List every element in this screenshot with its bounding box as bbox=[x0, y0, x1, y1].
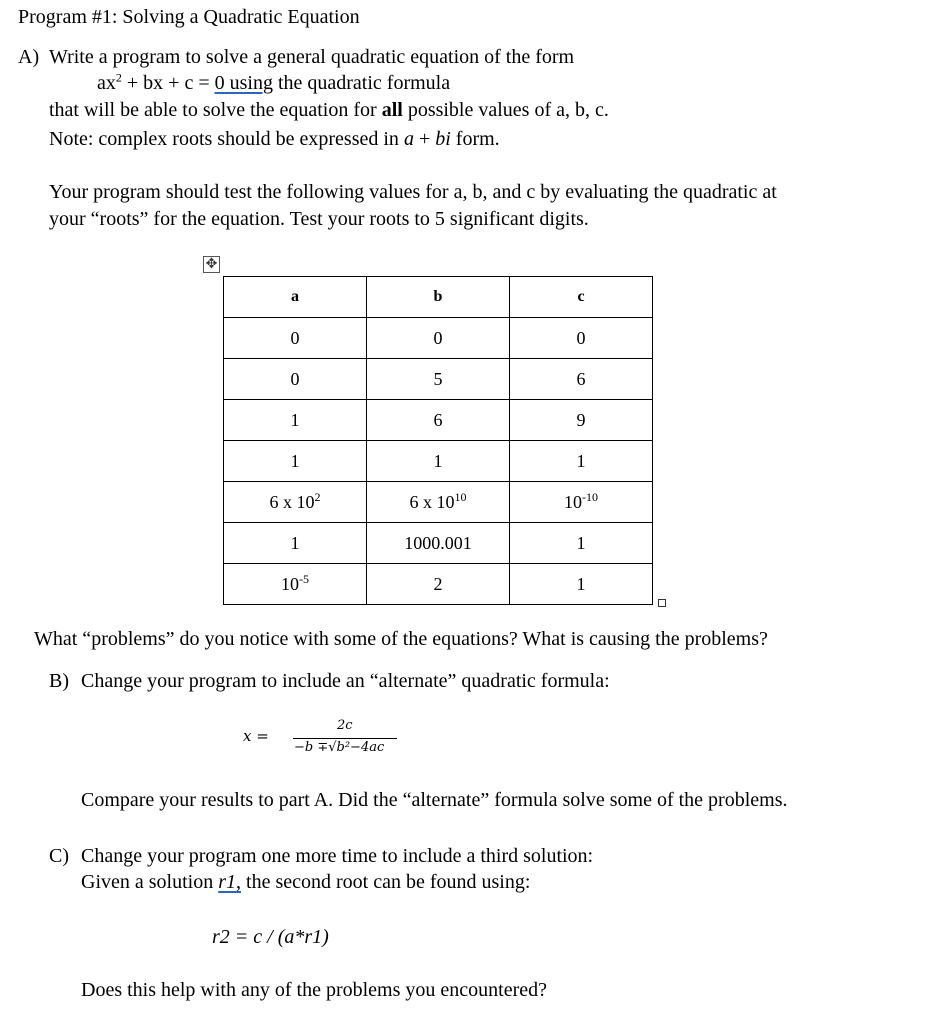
part-c-label: C) bbox=[49, 845, 69, 867]
r1-symbol: r1 bbox=[218, 871, 237, 893]
part-c-line1: Change your program one more time to include a third solution: bbox=[81, 845, 594, 867]
table-row bbox=[224, 482, 653, 523]
eq-suffix: the quadratic formula bbox=[272, 72, 451, 94]
c-base: 10 bbox=[564, 491, 582, 512]
header-b: b bbox=[367, 277, 510, 318]
part-a-note bbox=[49, 129, 500, 149]
table-row bbox=[224, 441, 653, 482]
table-resize-handle[interactable] bbox=[658, 599, 666, 607]
cell-c: 1 bbox=[510, 564, 653, 605]
formula-numerator: 2c bbox=[337, 718, 353, 733]
note-pre: Note: complex roots should be expressed in bbox=[49, 128, 404, 150]
cell-c: 9 bbox=[510, 400, 653, 441]
cell-a bbox=[224, 482, 367, 523]
test-line1: Your program should test the following values for a, b, and c by evaluating the quadratic at bbox=[49, 181, 777, 203]
table-row bbox=[224, 564, 653, 605]
table-row bbox=[224, 400, 653, 441]
cell-c bbox=[510, 482, 653, 523]
header-c: c bbox=[510, 277, 653, 318]
compare-text: Compare your results to part A. Did the “alternate” formula solve some of the problems. bbox=[81, 789, 788, 811]
part-a-line1: Write a program to solve a general quadratic equation of the form bbox=[49, 46, 575, 68]
r2-formula: r2 = c / (a*r1) bbox=[212, 926, 329, 948]
a-exp: -5 bbox=[299, 571, 309, 586]
line2-pre: Given a solution bbox=[81, 871, 219, 893]
line2-post: the second root can be found using: bbox=[241, 871, 531, 893]
part-b-label: B) bbox=[49, 670, 69, 692]
test-line2: your “roots” for the equation. Test your roots to 5 significant digits. bbox=[49, 208, 589, 230]
note-post: form. bbox=[450, 128, 500, 150]
cell-a bbox=[224, 564, 367, 605]
note-bi: bi bbox=[435, 128, 451, 150]
b-base: 6 x 10 bbox=[409, 491, 455, 512]
cell-b: 1000.001 bbox=[367, 523, 510, 564]
part-c-question: Does this help with any of the problems you encountered? bbox=[81, 979, 547, 1001]
cell-b: 1 bbox=[367, 441, 510, 482]
page-title: Program #1: Solving a Quadratic Equation bbox=[18, 6, 360, 28]
formula-lhs: x = bbox=[243, 727, 269, 745]
table-row bbox=[224, 523, 653, 564]
a-exp: 2 bbox=[314, 489, 321, 504]
problems-question: What “problems” do you notice with some of the equations? What is causing the problems? bbox=[34, 628, 768, 650]
part-c-line2 bbox=[81, 872, 530, 892]
part-b-text: Change your program to include an “alternate” quadratic formula: bbox=[81, 670, 610, 692]
fraction-bar bbox=[293, 738, 397, 739]
cell-c: 0 bbox=[510, 318, 653, 359]
formula-denominator: −b ∓√b²−4ac bbox=[294, 740, 385, 755]
cell-b: 2 bbox=[367, 564, 510, 605]
cell-b: 5 bbox=[367, 359, 510, 400]
a-base: 10 bbox=[281, 573, 299, 594]
cell-a: 0 bbox=[224, 318, 367, 359]
note-plus: + bbox=[413, 128, 436, 150]
cell-a: 1 bbox=[224, 523, 367, 564]
b-exp: 10 bbox=[454, 489, 467, 504]
cell-a: 1 bbox=[224, 400, 367, 441]
eq-prefix: ax bbox=[97, 72, 116, 94]
cell-a: 1 bbox=[224, 441, 367, 482]
part-a-line3 bbox=[49, 100, 609, 120]
line3-post: possible values of a, b, c. bbox=[402, 99, 609, 121]
cell-c: 1 bbox=[510, 523, 653, 564]
line3-pre: that will be able to solve the equation for bbox=[49, 99, 382, 121]
cell-a: 0 bbox=[224, 359, 367, 400]
cell-c: 1 bbox=[510, 441, 653, 482]
eq-exponent: 2 bbox=[115, 70, 122, 85]
eq-mid: + bx + c = bbox=[121, 72, 215, 94]
a-base: 6 x 10 bbox=[269, 491, 315, 512]
table-row bbox=[224, 318, 653, 359]
note-a: a bbox=[403, 128, 414, 150]
header-a: a bbox=[224, 277, 367, 318]
part-a-label: A) bbox=[18, 46, 40, 68]
eq-zero: 0 bbox=[214, 72, 225, 94]
values-table bbox=[223, 276, 653, 605]
cell-b: 6 bbox=[367, 400, 510, 441]
c-exp: -10 bbox=[582, 489, 598, 504]
cell-c: 6 bbox=[510, 359, 653, 400]
table-move-handle-icon[interactable]: ✥ bbox=[203, 256, 220, 273]
line3-bold: all bbox=[381, 99, 403, 121]
table-header-row bbox=[224, 277, 653, 318]
table-row bbox=[224, 359, 653, 400]
cell-b: 0 bbox=[367, 318, 510, 359]
quadratic-equation bbox=[97, 70, 451, 94]
r1-comma: , bbox=[236, 871, 242, 893]
eq-using: using bbox=[229, 72, 273, 94]
cell-b bbox=[367, 482, 510, 523]
